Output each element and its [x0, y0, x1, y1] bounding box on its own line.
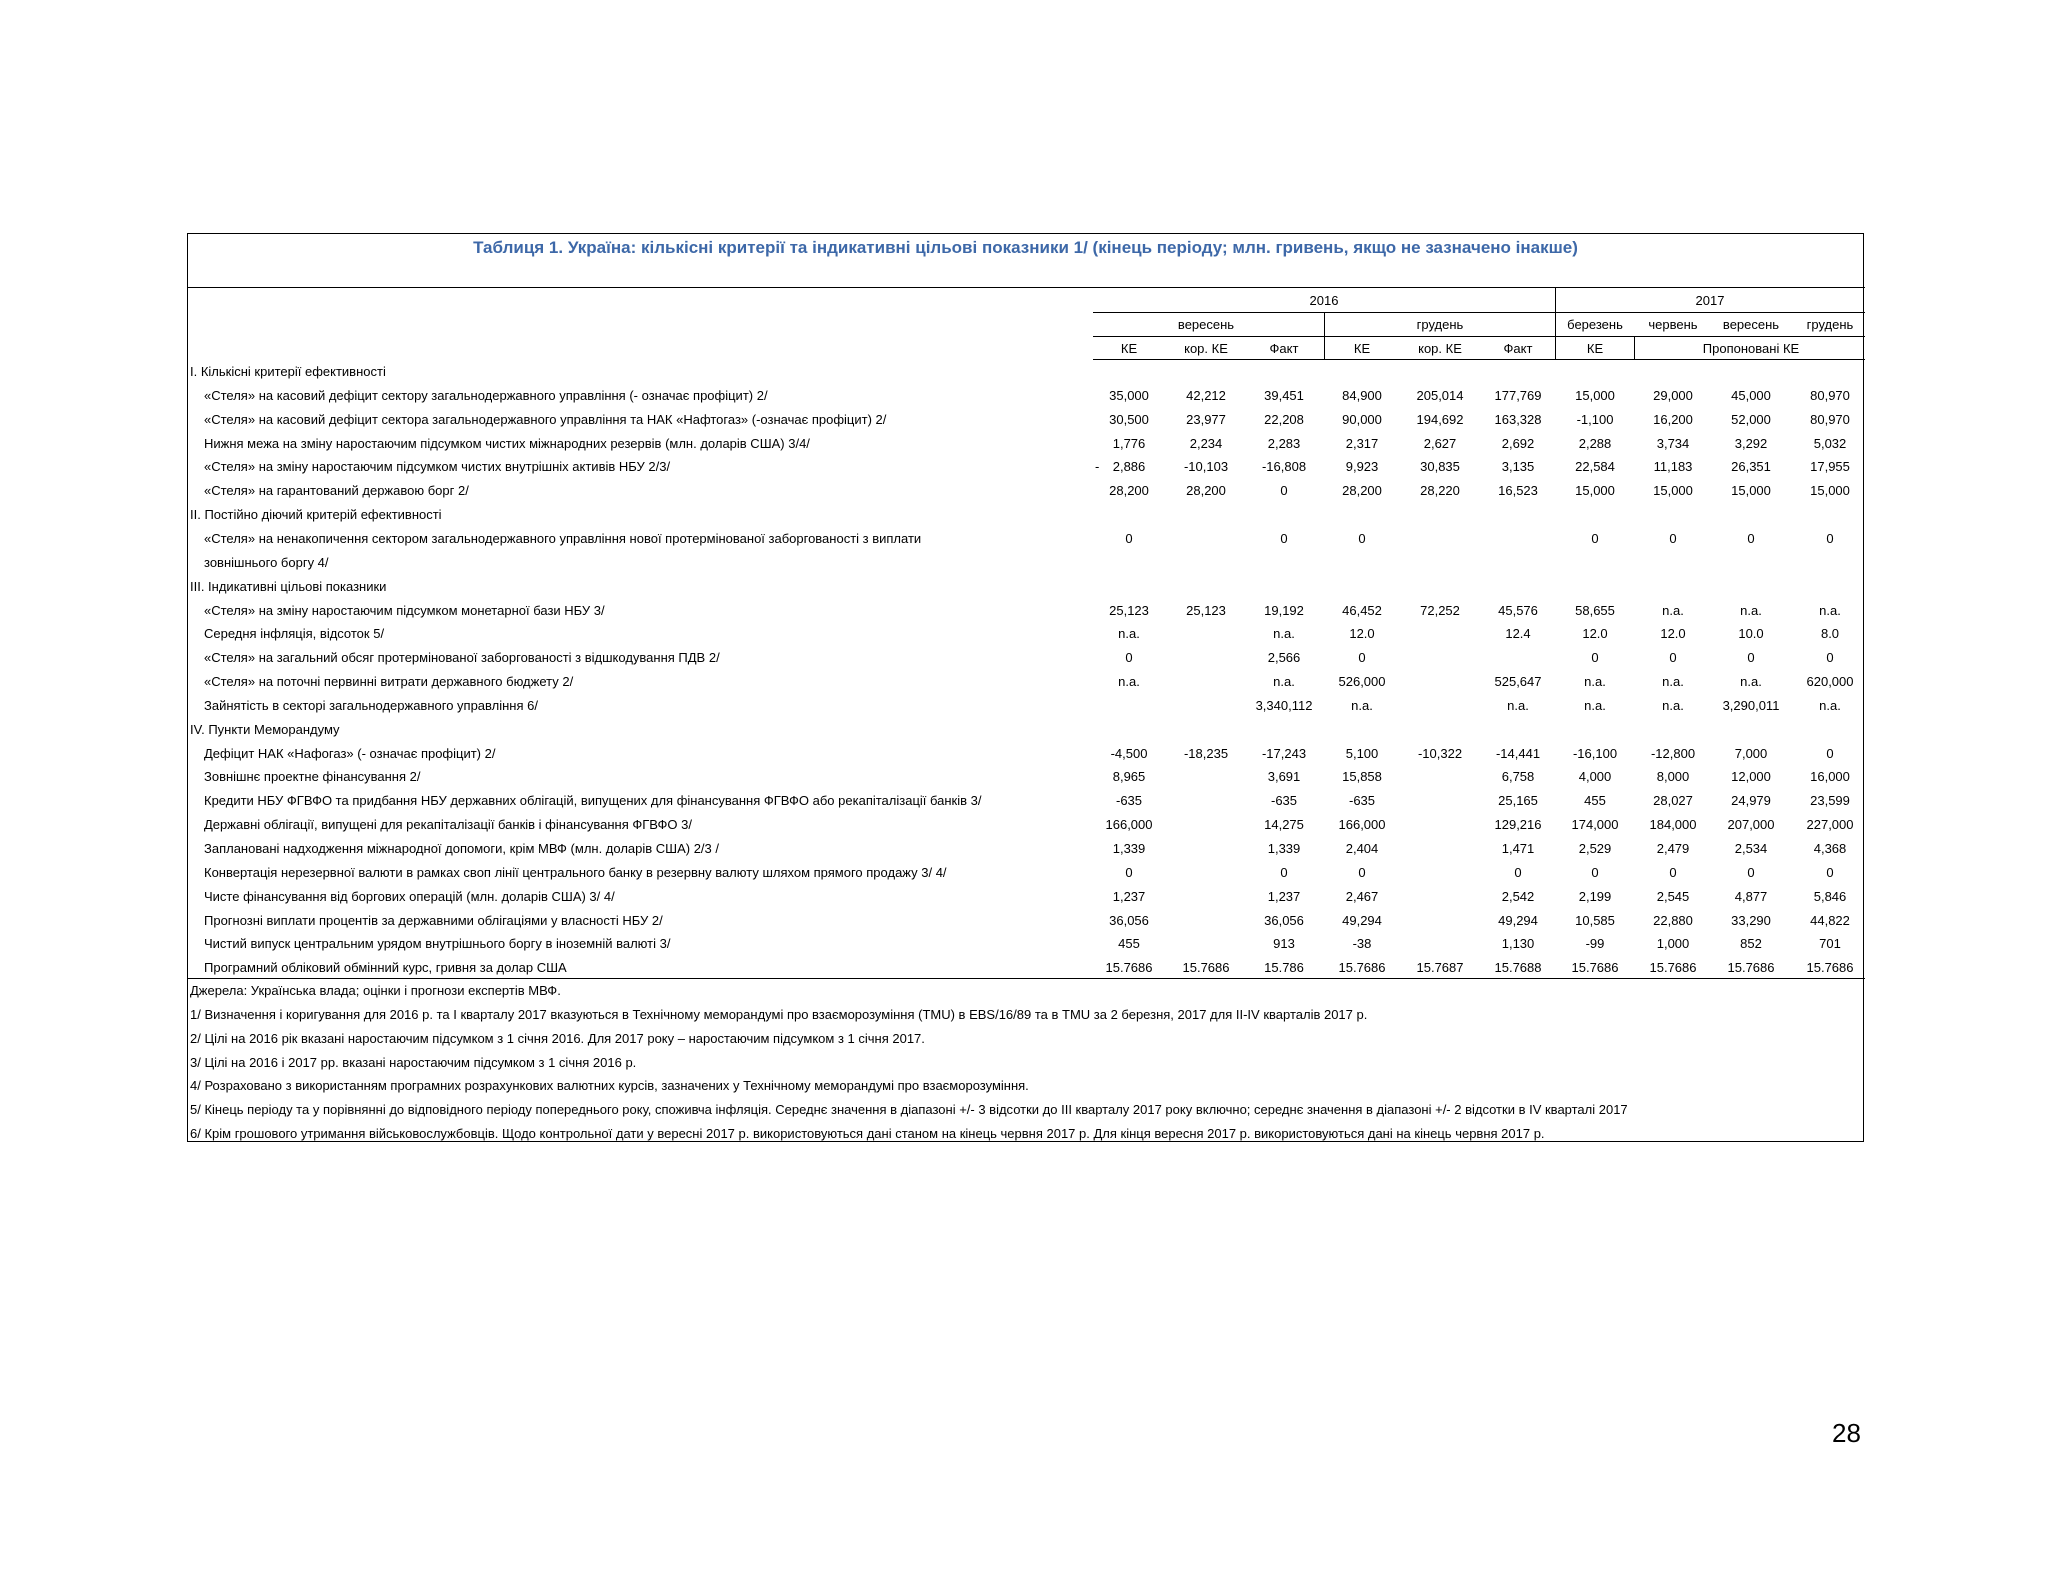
footnote: 2/ Цілі на 2016 рік вказані наростаючим підсумком з 1 січня 2016. Для 2017 року – наростаючим підсумком з 1 січня 2017.: [190, 1030, 925, 1046]
row-label: Кредити НБУ ФГВФО та придбання НБУ державних облігацій, випущених для фінансування ФГВФО або рекапіталізації банків 3/: [204, 793, 982, 809]
row-label: «Стеля» на зміну наростаючим підсумком чистих внутрішніх активів НБУ 2/3/: [204, 459, 671, 475]
table-cell: 8.0: [1820, 626, 1840, 642]
row-label: «Стеля» на загальний обсяг протермінованої заборгованості з відшкодування ПДВ 2/: [204, 650, 720, 666]
table-cell: 22,880: [1653, 912, 1693, 928]
period-header: березень: [1567, 317, 1623, 332]
table-cell: -14,441: [1495, 745, 1541, 761]
table-cell: 0: [1358, 864, 1366, 880]
table-cell: 2,692: [1501, 435, 1535, 451]
table-cell: 26,351: [1731, 459, 1771, 475]
table-cell: 49,294: [1342, 912, 1382, 928]
footnote: 1/ Визначення і коригування для 2016 р. та I кварталу 2017 вказуються в Технічному меморандумі про взаєморозуміння (TMU) в EBS/16/89 та в TMU за 2 березня, 2017 для II-IV кварталів 2017 р.: [190, 1006, 1368, 1022]
table-cell: 2,542: [1501, 888, 1535, 904]
row-label: Заплановані надходження міжнародної допомоги, крім МВФ (млн. доларів США) 2/3 /: [204, 841, 719, 856]
table-cell: -4,500: [1110, 745, 1148, 761]
table-cell: 15.786: [1264, 960, 1304, 976]
table-cell: -99: [1585, 936, 1605, 952]
table-cell: 84,900: [1342, 387, 1382, 403]
row-prefix: -: [1095, 459, 1100, 475]
period-header: вересень: [1177, 317, 1235, 332]
table-cell: 90,000: [1342, 411, 1382, 427]
table-cell: 12.0: [1349, 626, 1375, 642]
table-cell: 2,317: [1345, 435, 1379, 451]
table-cell: 28,027: [1653, 793, 1693, 809]
table-cell: n.a.: [1118, 626, 1140, 642]
table-cell: n.a.: [1662, 602, 1684, 618]
table-cell: 17,955: [1810, 459, 1850, 475]
table-cell: 2,479: [1656, 841, 1690, 856]
table-cell: 80,970: [1810, 411, 1850, 427]
table-cell: 3,135: [1501, 459, 1535, 475]
section-heading: I. Кількісні критерії ефективності: [190, 364, 386, 379]
table-cell: 28,220: [1420, 483, 1460, 499]
table-cell: 16,200: [1653, 411, 1693, 427]
table-cell: 33,290: [1731, 912, 1771, 928]
row-label: Програмний обліковий обмінний курс, гривня за долар США: [204, 960, 567, 976]
table-cell: 2,404: [1345, 841, 1379, 856]
table-cell: 46,452: [1342, 602, 1382, 618]
table-cell: 2,627: [1423, 435, 1457, 451]
header-rule: [1093, 359, 1865, 360]
table-cell: 15,000: [1575, 387, 1615, 403]
table-cell: 2,534: [1734, 841, 1768, 856]
table-cell: 19,192: [1264, 602, 1304, 618]
footnote: 4/ Розраховано з використанням програмних розрахункових валютних курсів, зазначених у Технічному меморандумі про взаєморозуміння.: [190, 1078, 1029, 1094]
table-cell: 0: [1591, 650, 1599, 666]
table-cell: 15.7687: [1416, 960, 1464, 976]
table-cell: -38: [1352, 936, 1372, 952]
table-cell: -1,100: [1576, 411, 1614, 427]
row-label: Прогнозні виплати процентів за державними облігаціями у власності НБУ 2/: [204, 912, 663, 928]
table-cell: 2,288: [1578, 435, 1612, 451]
table-cell: 0: [1747, 864, 1755, 880]
table-cell: 455: [1584, 793, 1606, 809]
row-label: «Стеля» на ненакопичення сектором загальнодержавного управління нової протермінованої заборгованості з виплати: [204, 530, 922, 546]
footnote: 3/ Цілі на 2016 і 2017 рр. вказані наростаючим підсумком з 1 січня 2016 р.: [190, 1054, 637, 1070]
footnote: Джерела: Українська влада; оцінки і прогнози експертів МВФ.: [190, 983, 561, 998]
table-cell: 184,000: [1649, 817, 1697, 833]
table-cell: 36,056: [1109, 912, 1149, 928]
table-cell: 15.7686: [1571, 960, 1619, 976]
row-label: «Стеля» на зміну наростаючим підсумком монетарної бази НБУ 3/: [204, 602, 605, 618]
table-cell: 72,252: [1420, 602, 1460, 618]
table-cell: 35,000: [1109, 387, 1149, 403]
row-label: Державні облігації, випущені для рекапіталізації банків і фінансування ФГВФО 3/: [204, 817, 692, 833]
column-header: КЕ: [1353, 341, 1371, 356]
table-cell: 15.7686: [1806, 960, 1854, 976]
row-label: Чистий випуск центральним урядом внутрішнього боргу в іноземній валюті 3/: [204, 936, 671, 952]
table-cell: 15.7686: [1727, 960, 1775, 976]
header-rule: [1093, 336, 1865, 337]
footnote: 5/ Кінець періоду та у порівнянні до відповідного періоду попереднього року, споживча інфляція. Середнє значення в діапазоні +/- 3 відсотки до III кварталу 2017 року включно; середнє значення в діапазоні +/- 2 відсотки в IV кварталі 2017: [190, 1102, 1628, 1118]
table-cell: 23,599: [1810, 793, 1850, 809]
table-cell: 2,234: [1189, 435, 1223, 451]
table-cell: 44,822: [1810, 912, 1850, 928]
row-label: Дефіцит НАК «Нафогаз» (- означає профіцит) 2/: [204, 745, 496, 761]
table-cell: 15.7686: [1105, 960, 1153, 976]
table-cell: 15,000: [1575, 483, 1615, 499]
table-cell: n.a.: [1662, 674, 1684, 690]
table-cell: 23,977: [1186, 411, 1226, 427]
table-cell: 3,290,011: [1722, 697, 1780, 713]
table-cell: 1,339: [1112, 841, 1146, 856]
column-header: Факт: [1503, 341, 1533, 356]
table-cell: 15.7686: [1182, 960, 1230, 976]
table-cell: -635: [1348, 793, 1376, 809]
table-cell: 2,529: [1578, 841, 1612, 856]
table-cell: 0: [1591, 530, 1599, 546]
row-label: Нижня межа на зміну наростаючим підсумком чистих міжнародних резервів (млн. доларів США) 3/4/: [204, 435, 810, 451]
table-cell: 24,979: [1731, 793, 1771, 809]
table-cell: 11,183: [1653, 459, 1693, 475]
table-cell: 16,000: [1810, 769, 1850, 785]
period-header: червень: [1648, 317, 1698, 332]
table-cell: 3,691: [1267, 769, 1301, 785]
table-cell: 0: [1669, 530, 1677, 546]
table-cell: 0: [1826, 745, 1834, 761]
table-cell: 22,208: [1264, 411, 1304, 427]
header-rule: [1093, 312, 1865, 313]
table-cell: 1,237: [1112, 888, 1146, 904]
table-cell: 0: [1747, 650, 1755, 666]
column-header: Факт: [1269, 341, 1299, 356]
table-cell: -635: [1270, 793, 1298, 809]
table-cell: 10,585: [1575, 912, 1615, 928]
table-cell: 15.7688: [1494, 960, 1542, 976]
table-frame: [187, 233, 1864, 1142]
table-cell: 36,056: [1264, 912, 1304, 928]
row-label: «Стеля» на гарантований державою борг 2/: [204, 483, 469, 499]
table-cell: 80,970: [1810, 387, 1850, 403]
table-cell: 1,000: [1656, 936, 1690, 952]
column-header: кор. КЕ: [1418, 341, 1462, 356]
table-cell: 52,000: [1731, 411, 1771, 427]
table-cell: 525,647: [1494, 674, 1542, 690]
table-cell: 25,123: [1109, 602, 1149, 618]
table-cell: 15,000: [1731, 483, 1771, 499]
row-label: Чисте фінансування від боргових операцій (млн. доларів США) 3/ 4/: [204, 888, 615, 904]
period-header: вересень: [1722, 317, 1780, 332]
table-cell: n.a.: [1740, 602, 1762, 618]
table-cell: 0: [1514, 864, 1522, 880]
table-cell: 5,846: [1813, 888, 1847, 904]
table-cell: 2,199: [1578, 888, 1612, 904]
table-cell: 0: [1280, 530, 1288, 546]
table-cell: 0: [1358, 650, 1366, 666]
table-title: Таблиця 1. Україна: кількісні критерії та індикативні цільові показники 1/ (кінець періоду; млн. гривень, якщо не зазначено інакше): [473, 238, 1578, 257]
table-cell: 0: [1125, 530, 1133, 546]
table-cell: 28,200: [1109, 483, 1149, 499]
table-cell: 2,545: [1656, 888, 1690, 904]
table-cell: 10.0: [1738, 626, 1764, 642]
table-cell: 1,339: [1267, 841, 1301, 856]
table-cell: -18,235: [1183, 745, 1229, 761]
table-cell: 2,467: [1345, 888, 1379, 904]
table-cell: -10,322: [1417, 745, 1463, 761]
section-heading: II. Постійно діючий критерій ефективності: [190, 507, 442, 523]
table-cell: 620,000: [1806, 674, 1854, 690]
row-label: Конвертація нерезервної валюти в рамках своп лінії центрального банку в резервну валюту шляхом прямого продажу 3/ 4/: [204, 864, 947, 880]
page-number: 28: [1832, 1418, 1861, 1448]
table-cell: 25,165: [1498, 793, 1538, 809]
table-cell: 526,000: [1338, 674, 1386, 690]
table-cell: 2,566: [1267, 650, 1301, 666]
table-cell: 7,000: [1734, 745, 1768, 761]
table-cell: 0: [1280, 483, 1288, 499]
table-cell: 4,877: [1734, 888, 1768, 904]
table-cell: n.a.: [1584, 674, 1606, 690]
table-cell: 1,776: [1112, 435, 1146, 451]
table-cell: 163,328: [1494, 411, 1542, 427]
table-cell: 205,014: [1416, 387, 1464, 403]
table-cell: 12.4: [1505, 626, 1531, 642]
table-cell: n.a.: [1507, 697, 1529, 713]
table-cell: 42,212: [1186, 387, 1226, 403]
row-label: Зайнятість в секторі загальнодержавного управління 6/: [204, 697, 538, 713]
table-cell: 9,923: [1345, 459, 1379, 475]
table-cell: -16,808: [1261, 459, 1307, 475]
column-divider: [1634, 336, 1635, 359]
table-cell: 455: [1118, 936, 1140, 952]
table-cell: 1,471: [1501, 841, 1535, 856]
body-bottom-rule: [188, 978, 1865, 979]
table-cell: 15.7686: [1649, 960, 1697, 976]
table-cell: 0: [1591, 864, 1599, 880]
table-cell: 5,100: [1345, 745, 1379, 761]
column-header: КЕ: [1586, 341, 1604, 356]
table-cell: 28,200: [1342, 483, 1382, 499]
table-cell: 174,000: [1571, 817, 1619, 833]
table-cell: 129,216: [1494, 817, 1542, 833]
table-cell: 166,000: [1105, 817, 1153, 833]
row-label: «Стеля» на касовий дефіцит сектора загальнодержавного управління та НАК «Нафтогаз» (-означає профіцит) 2/: [204, 411, 887, 427]
table-cell: 12,000: [1731, 769, 1771, 785]
table-cell: 177,769: [1494, 387, 1542, 403]
table-cell: n.a.: [1819, 602, 1841, 618]
table-cell: 49,294: [1498, 912, 1538, 928]
table-cell: n.a.: [1740, 674, 1762, 690]
proposed-header: Пропоновані КЕ: [1702, 341, 1800, 356]
table-cell: 58,655: [1575, 602, 1615, 618]
table-cell: 15.7686: [1338, 960, 1386, 976]
period-header: грудень: [1806, 317, 1854, 332]
table-cell: 12.0: [1582, 626, 1608, 642]
table-cell: 30,835: [1420, 459, 1460, 475]
table-cell: 5,032: [1813, 435, 1847, 451]
table-cell: 1,237: [1267, 888, 1301, 904]
table-cell: 2,886: [1112, 459, 1146, 475]
section-heading: III. Індикативні цільові показники: [190, 578, 387, 594]
table-cell: -10,103: [1183, 459, 1229, 475]
year-2016-header: 2016: [1309, 293, 1339, 308]
table-cell: 2,283: [1267, 435, 1301, 451]
table-cell: 8,965: [1112, 769, 1146, 785]
table-cell: n.a.: [1118, 674, 1140, 690]
table-cell: -12,800: [1650, 745, 1696, 761]
table-cell: 25,123: [1186, 602, 1226, 618]
table-cell: 39,451: [1264, 387, 1304, 403]
table-cell: n.a.: [1584, 697, 1606, 713]
table-cell: 0: [1826, 864, 1834, 880]
table-cell: 701: [1819, 936, 1841, 952]
row-label: Зовнішнє проектне фінансування 2/: [204, 769, 421, 785]
column-divider: [1555, 287, 1556, 359]
table-cell: n.a.: [1819, 697, 1841, 713]
row-label: «Стеля» на касовий дефіцит сектору загальнодержавного управління (- означає профіцит) 2/: [204, 387, 768, 403]
table-cell: n.a.: [1273, 674, 1295, 690]
table-cell: 166,000: [1338, 817, 1386, 833]
table-cell: 29,000: [1653, 387, 1693, 403]
table-cell: 852: [1740, 936, 1762, 952]
table-cell: 3,292: [1734, 435, 1768, 451]
table-cell: 0: [1747, 530, 1755, 546]
table-cell: 15,858: [1342, 769, 1382, 785]
table-cell: 0: [1280, 864, 1288, 880]
table-cell: 0: [1358, 530, 1366, 546]
table-cell: 1,130: [1501, 936, 1535, 952]
table-cell: 4,368: [1813, 841, 1847, 856]
table-cell: 0: [1669, 864, 1677, 880]
table-cell: 12.0: [1660, 626, 1686, 642]
table-cell: 913: [1273, 936, 1295, 952]
table-cell: n.a.: [1662, 697, 1684, 713]
table-cell: 194,692: [1416, 411, 1464, 427]
table-cell: n.a.: [1273, 626, 1295, 642]
table-cell: 22,584: [1575, 459, 1615, 475]
table-cell: -17,243: [1261, 745, 1307, 761]
table-cell: -16,100: [1572, 745, 1618, 761]
column-divider: [1324, 312, 1325, 359]
table-cell: -635: [1115, 793, 1143, 809]
table-cell: 8,000: [1656, 769, 1690, 785]
table-cell: 3,340,112: [1255, 697, 1313, 713]
table-cell: 6,758: [1501, 769, 1535, 785]
row-label: «Стеля» на поточні первинні витрати державного бюджету 2/: [204, 674, 574, 690]
section-heading: IV. Пункти Меморандуму: [190, 721, 340, 737]
footnote: 6/ Крім грошового утримання військовослужбовців. Щодо контрольної дати у вересні 2017 р. використовуються дані станом на кінець червня 2017 р. Для кінця вересня 2017 р. використовуються дані на кінець червня 2017 р.: [190, 1126, 1545, 1142]
table-cell: 0: [1826, 650, 1834, 666]
table-cell: 227,000: [1806, 817, 1854, 833]
table-cell: 3,734: [1656, 435, 1690, 451]
table-cell: 0: [1125, 864, 1133, 880]
row-label: зовнішнього боргу 4/: [204, 554, 329, 570]
table-cell: 45,000: [1731, 387, 1771, 403]
table-cell: 15,000: [1653, 483, 1693, 499]
table-cell: 0: [1669, 650, 1677, 666]
table-cell: 0: [1826, 530, 1834, 546]
table-cell: 4,000: [1578, 769, 1612, 785]
table-cell: 16,523: [1498, 483, 1538, 499]
table-cell: 15,000: [1810, 483, 1850, 499]
table-cell: 45,576: [1498, 602, 1538, 618]
header-top-rule: [188, 287, 1865, 288]
period-header: грудень: [1416, 317, 1464, 332]
table-cell: 30,500: [1109, 411, 1149, 427]
row-label: Середня інфляція, відсоток 5/: [204, 626, 385, 642]
table-cell: 28,200: [1186, 483, 1226, 499]
column-header: кор. КЕ: [1184, 341, 1228, 356]
column-header: КЕ: [1120, 341, 1138, 356]
table-cell: 207,000: [1727, 817, 1775, 833]
table-cell: 0: [1125, 650, 1133, 666]
table-cell: n.a.: [1351, 697, 1373, 713]
table-cell: 14,275: [1264, 817, 1304, 833]
year-2017-header: 2017: [1695, 293, 1725, 308]
